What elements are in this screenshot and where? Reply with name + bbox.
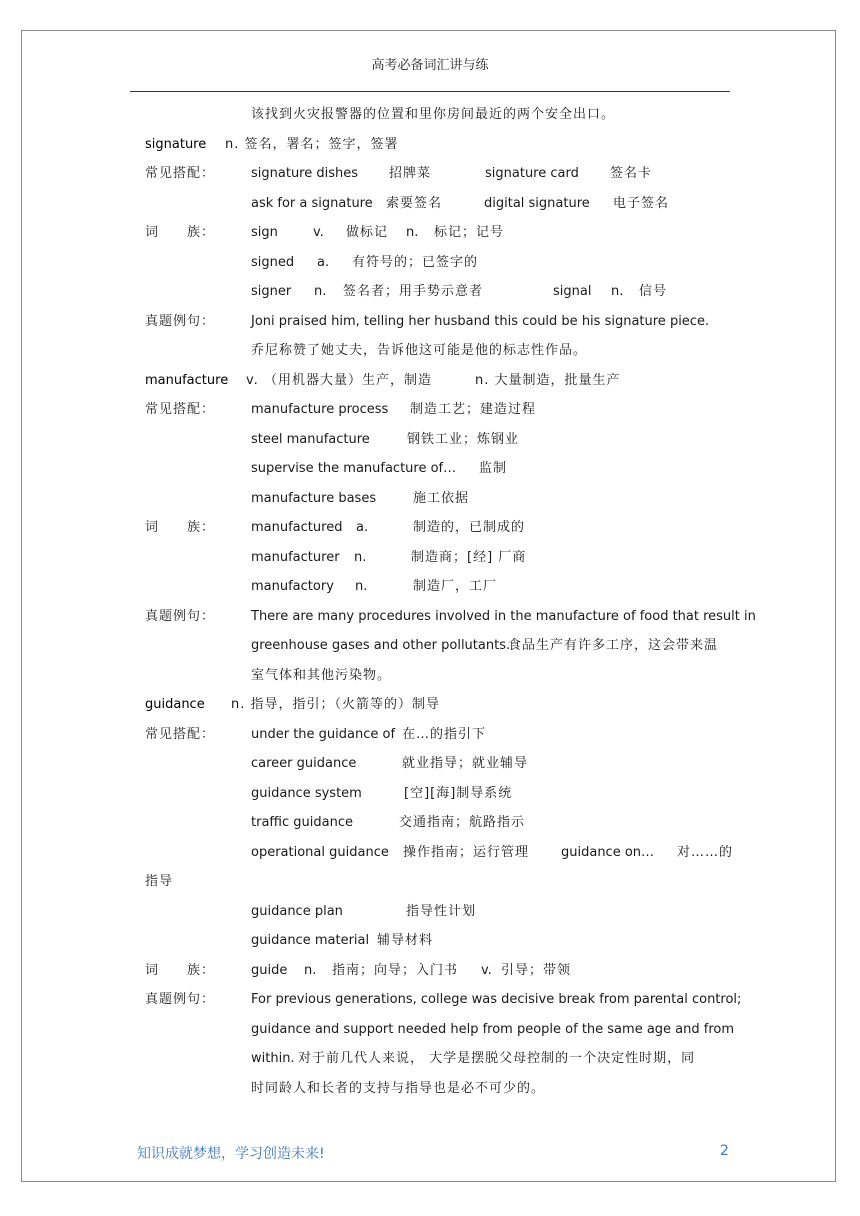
- example-sentence-zh: 乔尼称赞了她丈夫，告诉他这可能是他的标志性作品。: [251, 343, 588, 358]
- collocation-zh: 制造工艺；建造过程: [410, 402, 537, 417]
- collocation-zh: 对……的: [677, 844, 734, 860]
- collocation-en: traffic guidance: [251, 815, 353, 830]
- example-sentence-en: within.: [251, 1051, 295, 1066]
- example-sentence-en: greenhouse gases and other pollutants.: [251, 638, 511, 653]
- collocation-en: manufacture bases: [251, 490, 377, 506]
- part-of-speech: n.: [304, 962, 317, 978]
- part-of-speech: n.: [611, 284, 624, 299]
- collocation-zh: 施工依据: [413, 490, 470, 506]
- collocation-zh: 交通指南；航路指示: [399, 815, 526, 830]
- collocation-en: steel manufacture: [251, 431, 370, 447]
- collocation-en: manufacture process: [251, 402, 389, 417]
- collocation-zh: 索要签名: [386, 195, 443, 211]
- collocation-zh: 签名卡: [610, 166, 653, 181]
- family-meaning: 引导；带领: [501, 962, 572, 978]
- part-of-speech: n.: [354, 549, 367, 565]
- family-meaning: 指南；向导；入门书: [332, 962, 459, 978]
- page-header-title: 高考必备词汇讲与练: [371, 58, 489, 73]
- collocation-en: guidance material: [251, 933, 370, 948]
- collocation-zh: 操作指南；运行管理: [403, 844, 530, 860]
- definition: n. 指导，指引；（火箭等的）制导: [231, 697, 441, 712]
- collocation-en: guidance plan: [251, 903, 343, 919]
- part-of-speech: v.: [313, 225, 324, 240]
- label-collocation: 常见搭配：: [145, 166, 216, 181]
- collocation-zh: [空][海]制导系统: [404, 785, 513, 801]
- example-sentence-en: There are many procedures involved in the manufacture of food that result in: [251, 608, 756, 624]
- family-meaning: 标记；记号: [434, 225, 505, 240]
- example-sentence-zh: 食品生产有许多工序，这会带来温: [508, 638, 719, 653]
- headword-signature: signature: [145, 136, 207, 152]
- example-sentence-en: guidance and support needed help from people of the same age and from: [251, 1021, 735, 1037]
- family-word: guide: [251, 962, 288, 978]
- label-word-family: 词 族：: [145, 520, 216, 535]
- family-word: sign: [251, 225, 278, 240]
- family-meaning: 制造厂，工厂: [413, 579, 498, 594]
- example-sentence-en: Joni praised him, telling her husband this could be his signature piece.: [251, 313, 710, 329]
- collocation-en: digital signature: [484, 195, 590, 211]
- headword-guidance: guidance: [145, 697, 205, 712]
- collocation-en: under the guidance of: [251, 726, 396, 742]
- collocation-zh: 招牌菜: [389, 166, 432, 181]
- family-word: signed: [251, 254, 295, 270]
- family-meaning: 做标记: [346, 225, 389, 240]
- label-example: 真题例句：: [145, 313, 216, 329]
- family-word: manufacturer: [251, 549, 340, 565]
- family-word: signal: [553, 284, 592, 299]
- collocation-zh: 钢铁工业；炼钢业: [407, 431, 520, 447]
- collocation-en: signature card: [485, 166, 579, 181]
- family-word: signer: [251, 284, 292, 299]
- header-rule: [130, 91, 730, 92]
- family-meaning: 签名者；用手势示意者: [343, 284, 484, 299]
- label-example: 真题例句：: [145, 608, 216, 624]
- part-of-speech: a.: [356, 520, 369, 535]
- collocation-en: career guidance: [251, 756, 357, 771]
- example-sentence-en: For previous generations, college was decisive break from parental control;: [251, 992, 742, 1007]
- page-number: 2: [720, 1143, 729, 1159]
- part-of-speech: v.: [481, 962, 492, 978]
- definition: n. 签名，署名；签字，签署: [225, 136, 399, 152]
- collocation-en: signature dishes: [251, 166, 359, 181]
- family-word: manufactured: [251, 520, 343, 535]
- collocation-en: operational guidance: [251, 844, 389, 860]
- collocation-zh: 电子签名: [613, 195, 670, 211]
- label-collocation: 常见搭配：: [145, 726, 216, 742]
- part-of-speech: n.: [314, 284, 327, 299]
- collocation-en: guidance on…: [561, 844, 655, 860]
- family-meaning: 信号: [639, 284, 668, 299]
- collocation-zh: 指导性计划: [406, 903, 477, 919]
- definition: v. （用机器大量）生产，制造: [246, 372, 432, 388]
- collocation-zh: 辅导材料: [377, 933, 434, 948]
- family-word: manufactory: [251, 579, 334, 594]
- label-example: 真题例句：: [145, 992, 216, 1007]
- family-meaning: 制造的，已制成的: [413, 520, 526, 535]
- family-meaning: 制造商；[经] 厂商: [411, 549, 527, 565]
- part-of-speech: n.: [355, 579, 368, 594]
- collocation-zh: 在…的指引下: [402, 726, 487, 742]
- headword-manufacture: manufacture: [145, 372, 229, 388]
- label-word-family: 词 族：: [145, 962, 216, 978]
- label-word-family: 词 族：: [145, 225, 216, 240]
- collocation-zh: 监制: [479, 461, 508, 476]
- footer-slogan: 知识成就梦想，学习创造未来!: [137, 1146, 325, 1162]
- example-sentence-zh: 时同龄人和长者的支持与指导也是必不可少的。: [251, 1080, 546, 1096]
- collocation-en: supervise the manufacture of…: [251, 461, 457, 476]
- collocation-zh: 就业指导；就业辅导: [402, 756, 529, 771]
- label-collocation: 常见搭配：: [145, 402, 216, 417]
- part-of-speech: n.: [406, 225, 419, 240]
- example-sentence-zh: 室气体和其他污染物。: [251, 667, 392, 683]
- collocation-en: guidance system: [251, 785, 362, 801]
- collocation-en: ask for a signature: [251, 195, 373, 211]
- example-sentence-zh: 对于前几代人来说， 大学是摆脱父母控制的一个决定性时期，同: [298, 1051, 696, 1066]
- collocation-zh-wrap: 指导: [145, 874, 174, 889]
- intro-line: 该找到火灾报警器的位置和里你房间最近的两个安全出口。: [251, 107, 616, 122]
- family-meaning: 有符号的；已签字的: [352, 254, 479, 270]
- definition: n. 大量制造，批量生产: [475, 372, 621, 388]
- part-of-speech: a.: [317, 254, 330, 270]
